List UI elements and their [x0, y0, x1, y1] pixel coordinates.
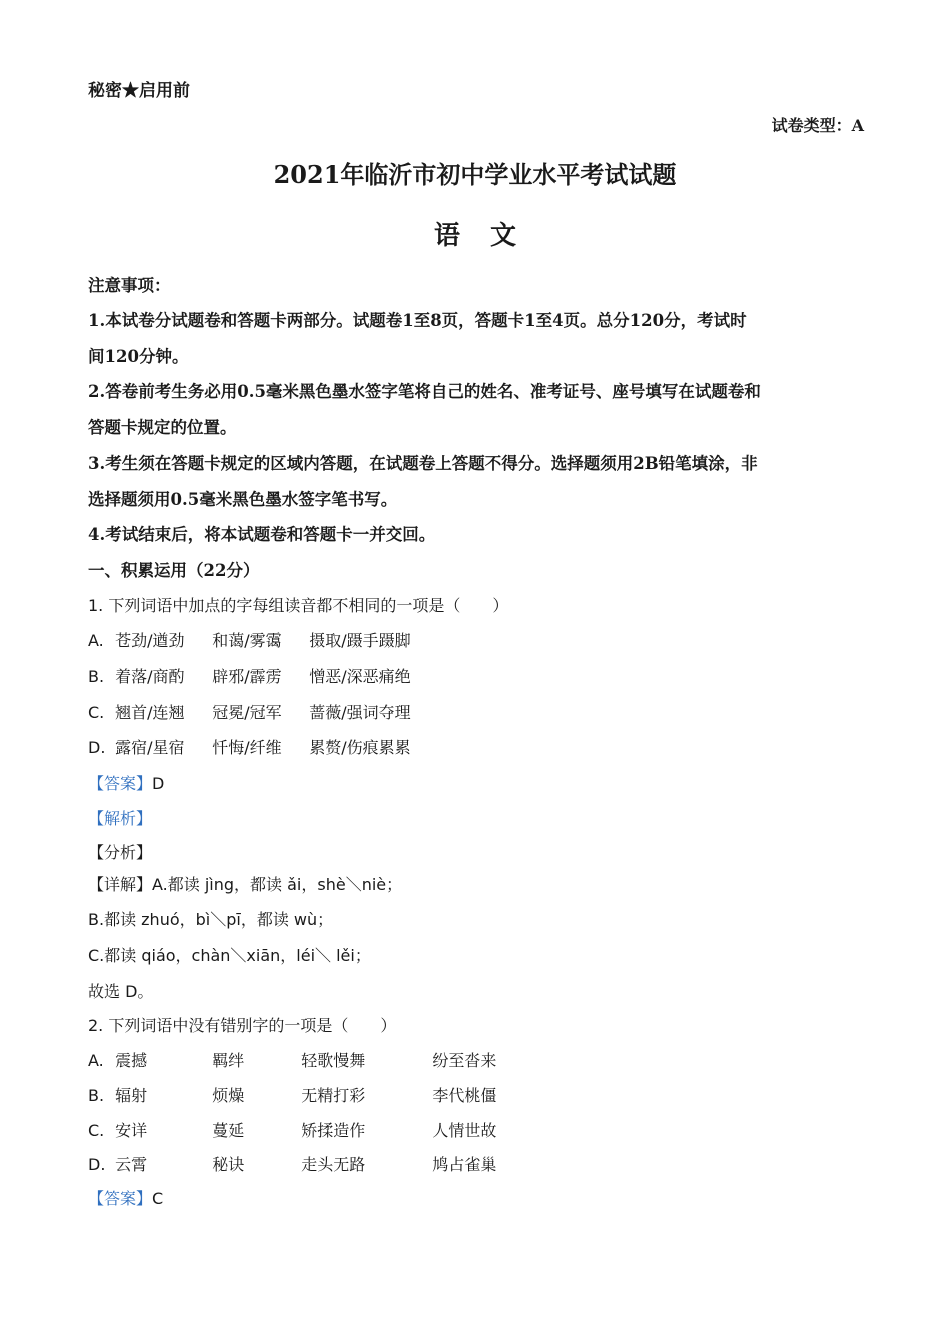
notice-line: 2.答卷前考生务必用0.5毫米黑色墨水签字笔将自己的姓名、准考证号、座号填写在试题卷和 [88, 382, 761, 401]
q1-option-d [88, 737, 411, 759]
word: 辐射 [115, 1086, 148, 1105]
jiexi-tag: 【解析】 [88, 809, 153, 828]
word-group: 露宿/星宿 [115, 738, 185, 757]
q1-option-b [88, 666, 411, 688]
page-title: 2021年临沂市初中学业水平考试试题 [273, 160, 677, 189]
option-label: C. [88, 1121, 105, 1140]
q2-option-a [88, 1050, 496, 1072]
answer-tag: 【答案】 [88, 1189, 153, 1208]
option-label: A. [88, 631, 104, 650]
word: 云霄 [115, 1155, 148, 1174]
word-group: 摄取/蹑手蹑脚 [309, 631, 411, 650]
detail-text: A.都读 jìng，都读 ǎi，shè＼niè； [152, 875, 403, 894]
question-1-stem: 1. 下列词语中加点的字每组读音都不相同的一项是（ ） [88, 596, 509, 615]
word: 烦燥 [212, 1086, 245, 1105]
option-label: A. [88, 1051, 104, 1070]
detail-line: 故选 D。 [88, 982, 154, 1001]
subject-title: 语文 [433, 221, 546, 251]
option-label: D. [88, 738, 106, 757]
word-group: 着落/商酌 [115, 667, 185, 686]
notice-line: 3.考生须在答题卡规定的区域内答题，在试题卷上答题不得分。选择题须用2B铅笔填涂，非 [88, 454, 758, 473]
answer-tag: 【答案】 [88, 774, 153, 793]
notice-line: 1.本试卷分试题卷和答题卡两部分。试题卷1至8页，答题卡1至4页。总分120分，考试时 [88, 311, 747, 330]
detail-line [88, 874, 402, 896]
word-group: 忏悔/纤维 [212, 738, 282, 757]
notice-line: 选择题须用0.5毫米黑色墨水签字笔书写。 [88, 490, 398, 509]
word: 纷至沓来 [432, 1051, 497, 1070]
notice-heading: 注意事项： [88, 276, 171, 295]
word-group: 辟邪/霹雳 [212, 667, 282, 686]
notice-line: 4.考试结束后，将本试题卷和答题卡一并交回。 [88, 525, 436, 544]
word: 矫揉造作 [301, 1121, 366, 1140]
fenxi-tag: 【分析】 [88, 843, 153, 862]
word-group: 苍劲/遒劲 [115, 631, 185, 650]
q1-option-c [88, 702, 411, 724]
answer-value: D [152, 774, 165, 793]
q2-option-b [88, 1085, 496, 1107]
word: 震撼 [115, 1051, 148, 1070]
detail-line: B.都读 zhuó，bì＼pī，都读 wù； [88, 910, 334, 929]
q1-answer [88, 773, 164, 795]
word: 鸠占雀巢 [432, 1155, 497, 1174]
question-2-stem: 2. 下列词语中没有错别字的一项是（ ） [88, 1016, 397, 1035]
word: 李代桃僵 [432, 1086, 497, 1105]
notice-line: 间120分钟。 [88, 347, 189, 366]
q2-option-c [88, 1120, 496, 1142]
q2-answer [88, 1188, 163, 1210]
word-group: 累赘/伤痕累累 [309, 738, 411, 757]
word: 人情世故 [432, 1121, 497, 1140]
detail-tag: 【详解】 [88, 875, 153, 894]
detail-line: C.都读 qiáo，chàn＼xiān，léi＼ lěi； [88, 946, 371, 965]
word: 秘诀 [212, 1155, 245, 1174]
option-label: B. [88, 667, 105, 686]
word: 羁绊 [212, 1051, 245, 1070]
word-group: 翘首/连翘 [115, 703, 185, 722]
word-group: 憎恶/深恶痛绝 [309, 667, 411, 686]
option-label: B. [88, 1086, 105, 1105]
word: 走头无路 [301, 1155, 366, 1174]
q2-option-d [88, 1154, 496, 1176]
answer-value: C [152, 1189, 164, 1208]
word-group: 蔷薇/强词夺理 [309, 703, 411, 722]
option-label: D. [88, 1155, 106, 1174]
word: 无精打彩 [301, 1086, 366, 1105]
q1-option-a [88, 630, 411, 652]
word-group: 和蔼/雾霭 [212, 631, 282, 650]
section-heading: 一、积累运用（22分） [88, 561, 260, 580]
word: 蔓延 [212, 1121, 245, 1140]
secret-label: 秘密★启用前 [88, 81, 190, 101]
word: 轻歌慢舞 [301, 1051, 366, 1070]
notice-line: 答题卡规定的位置。 [88, 418, 237, 437]
word: 安详 [115, 1121, 148, 1140]
paper-type: 试卷类型：A [771, 116, 864, 135]
option-label: C. [88, 703, 105, 722]
word-group: 冠冕/冠军 [212, 703, 282, 722]
